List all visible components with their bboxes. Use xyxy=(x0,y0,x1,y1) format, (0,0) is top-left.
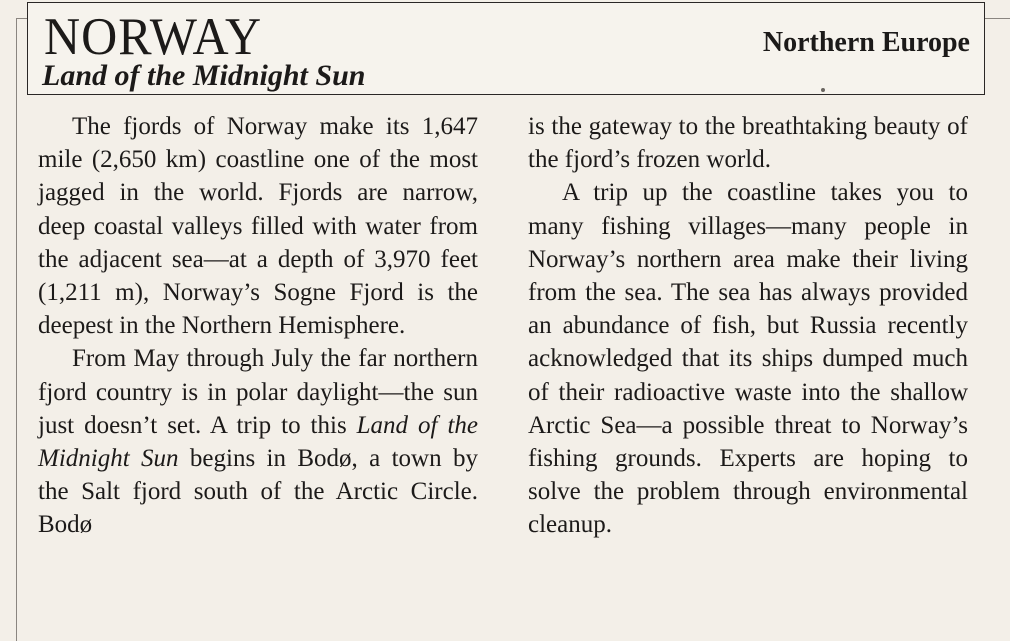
page-subtitle: Land of the Midnight Sun xyxy=(42,59,366,92)
paper-speck xyxy=(821,88,825,92)
paragraph-midnight-sun-italic: Land of the Midnight Sun xyxy=(38,411,478,473)
page-title: NORWAY xyxy=(44,7,263,66)
left-column xyxy=(38,110,478,542)
paragraph-gateway: is the gateway to the breathtaking beauty of the fjord’s frozen world. xyxy=(528,113,968,174)
paragraph-fishing: A trip up the coastline takes you to many fishing villages—many people in Norway’s northern area make their living from the sea. The sea has always provided an abundance of fish, but Russia recently acknowledged that its ships dumped much of their radioactive waste into the shallow Arctic Sea—a possible threat to Norway’s fishing grounds. Experts are hoping to solve the problem through environmental cleanup. xyxy=(528,179,968,539)
paragraph-midnight-sun-text-1: From May through July the far northern fjord country is in polar daylight—the sun just doesn’t set. A trip to this xyxy=(38,345,478,439)
paragraph-midnight-sun xyxy=(38,342,478,541)
paragraph-fjords: The fjords of Norway make its 1,647 mile (2,650 km) coastline one of the most jagged in the world. Fjords are narrow, deep coastal valleys filled with water from the adjacent sea—at a depth of 3,970 feet (1,211 m), Norway’s Sogne Fjord is the deepest in the Northern Hemisphere. xyxy=(38,113,478,340)
right-column xyxy=(528,110,968,542)
header-box xyxy=(27,2,985,95)
paragraph-midnight-sun-text-2: begins in Bodø, a town by the Salt fjord south of the Arctic Circle. Bodø xyxy=(38,445,478,539)
region-label: Northern Europe xyxy=(762,27,970,58)
